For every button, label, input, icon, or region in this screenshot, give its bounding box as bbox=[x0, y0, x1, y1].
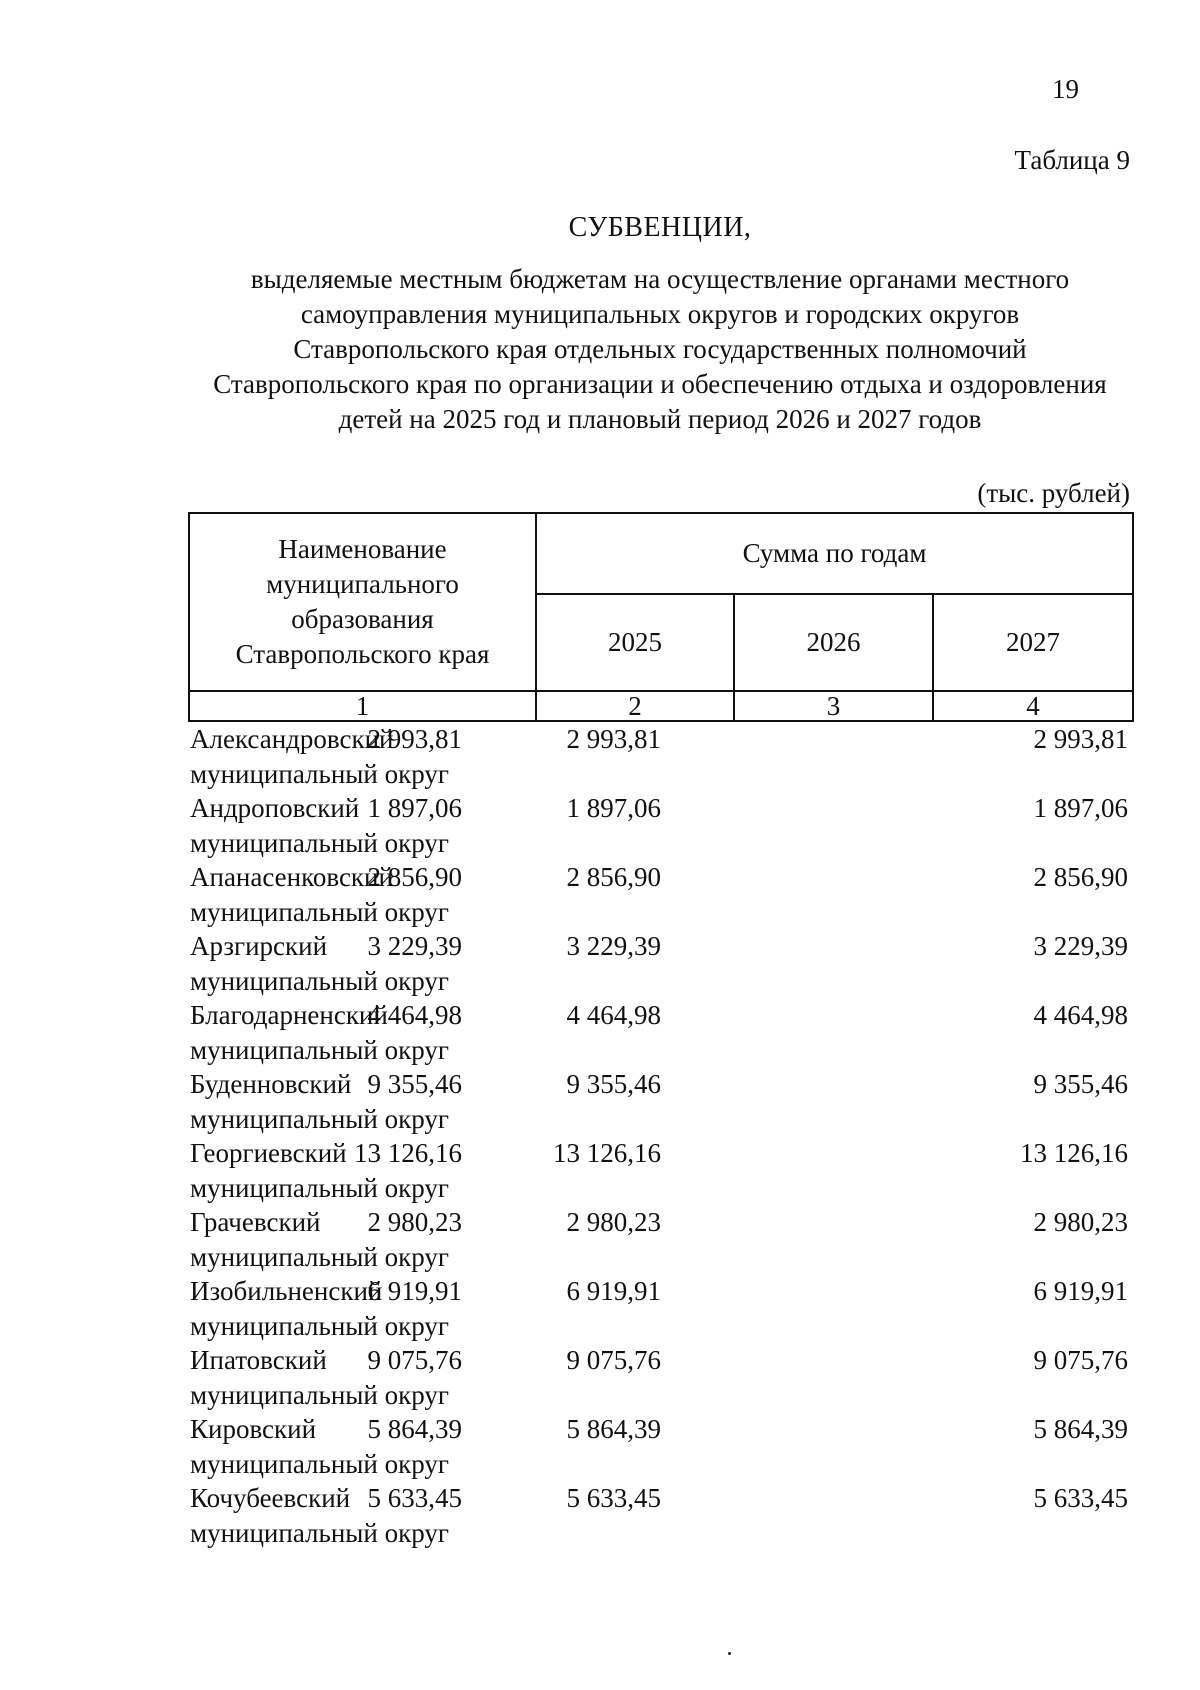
table-row bbox=[190, 1205, 1130, 1274]
municipality-name: Андроповский муниципальный округ bbox=[190, 793, 449, 858]
value-2026: 4 464,98 bbox=[566, 1000, 661, 1030]
table-body bbox=[190, 722, 1130, 1550]
header-name-line: муниципального bbox=[266, 569, 459, 599]
column-number: 1 bbox=[190, 692, 537, 720]
value-2027: 3 229,39 bbox=[1033, 931, 1128, 961]
table-row bbox=[190, 1412, 1130, 1481]
column-number: 2 bbox=[537, 692, 735, 720]
value-2025: 13 126,16 bbox=[354, 1138, 462, 1168]
value-2025: 9 355,46 bbox=[367, 1069, 462, 1099]
value-2027: 2 856,90 bbox=[1033, 862, 1128, 892]
subtitle-line: Ставропольского края по организации и обеспечению отдыха и оздоровления bbox=[213, 369, 1107, 399]
value-2026: 9 355,46 bbox=[566, 1069, 661, 1099]
header-name-cell bbox=[190, 514, 537, 692]
value-2027: 9 075,76 bbox=[1033, 1345, 1128, 1375]
value-2026: 3 229,39 bbox=[566, 931, 661, 961]
value-2026: 9 075,76 bbox=[566, 1345, 661, 1375]
table-row bbox=[190, 791, 1130, 860]
header-name-line: образования bbox=[291, 604, 434, 634]
table-row bbox=[190, 1274, 1130, 1343]
value-2027: 9 355,46 bbox=[1033, 1069, 1128, 1099]
column-number: 4 bbox=[1026, 690, 1040, 721]
table-row bbox=[190, 1481, 1130, 1550]
value-2027: 4 464,98 bbox=[1033, 1000, 1128, 1030]
table-label: Таблица 9 bbox=[1014, 145, 1130, 175]
value-2025: 9 075,76 bbox=[367, 1345, 462, 1375]
value-2026: 6 919,91 bbox=[566, 1276, 661, 1306]
municipality-name: Кировский муниципальный округ bbox=[190, 1414, 449, 1479]
value-2027: 2 980,23 bbox=[1033, 1207, 1128, 1237]
value-2025: 1 897,06 bbox=[367, 793, 462, 823]
value-2026: 2 980,23 bbox=[566, 1207, 661, 1237]
value-2026: 5 864,39 bbox=[566, 1414, 661, 1444]
municipality-name: Ипатовский муниципальный округ bbox=[190, 1345, 449, 1410]
municipality-name: Кочубеевский муниципальный округ bbox=[190, 1483, 449, 1548]
value-2027: 5 864,39 bbox=[1033, 1414, 1128, 1444]
value-2026: 2 856,90 bbox=[566, 862, 661, 892]
value-2025: 2 993,81 bbox=[367, 724, 462, 754]
value-2026: 13 126,16 bbox=[553, 1138, 661, 1168]
table-row bbox=[190, 929, 1130, 998]
table-row bbox=[190, 1067, 1130, 1136]
table-row bbox=[190, 1343, 1130, 1412]
subtitle-line: выделяемые местным бюджетам на осуществление органами местного bbox=[250, 264, 1070, 294]
page-number: 19 bbox=[1052, 74, 1079, 104]
table-row bbox=[190, 722, 1130, 791]
municipality-name: Грачевский муниципальный округ bbox=[190, 1207, 449, 1272]
value-2027: 2 993,81 bbox=[1033, 724, 1128, 754]
subtitle-line: Ставропольского края отдельных государственных полномочий bbox=[293, 334, 1027, 364]
header-sum-by-years: Сумма по годам bbox=[537, 514, 1132, 595]
municipality-name: Апанасенковский муниципальный округ bbox=[190, 862, 449, 927]
municipality-name: Арзгирский муниципальный округ bbox=[190, 931, 449, 996]
header-year-2026: 2026 bbox=[735, 595, 934, 692]
table-row bbox=[190, 998, 1130, 1067]
value-2026: 1 897,06 bbox=[566, 793, 661, 823]
value-2025: 6 919,91 bbox=[367, 1276, 462, 1306]
header-year-2025: 2025 bbox=[537, 595, 735, 692]
header-name-line: Ставропольского края bbox=[235, 639, 490, 669]
value-2027: 5 633,45 bbox=[1033, 1483, 1128, 1513]
table-row bbox=[190, 1136, 1130, 1205]
subtitle-line: детей на 2025 год и плановый период 2026 и 2027 годов bbox=[338, 404, 982, 434]
table-header bbox=[188, 512, 1134, 722]
value-2026: 5 633,45 bbox=[566, 1483, 661, 1513]
municipality-name: Изобильненский муниципальный округ bbox=[190, 1276, 449, 1341]
table-row bbox=[190, 860, 1130, 929]
municipality-name: Георгиевский муниципальный округ bbox=[190, 1138, 449, 1203]
value-2027: 1 897,06 bbox=[1033, 793, 1128, 823]
document-subtitle bbox=[180, 262, 1140, 437]
value-2025: 5 864,39 bbox=[367, 1414, 462, 1444]
municipality-name: Благодарненский муниципальный округ bbox=[190, 1000, 449, 1065]
municipality-name: Александровский муниципальный округ bbox=[190, 724, 449, 789]
value-2027: 6 919,91 bbox=[1033, 1276, 1128, 1306]
header-name-line: Наименование bbox=[278, 534, 447, 564]
value-2025: 4 464,98 bbox=[367, 1000, 462, 1030]
subtitle-line: самоуправления муниципальных округов и городских округов bbox=[300, 299, 1020, 329]
value-2026: 2 993,81 bbox=[566, 724, 661, 754]
value-2025: 3 229,39 bbox=[367, 931, 462, 961]
column-number: 3 bbox=[735, 692, 934, 720]
value-2025: 2 980,23 bbox=[367, 1207, 462, 1237]
document-title: СУБВЕНЦИИ, bbox=[568, 212, 752, 243]
scan-speck bbox=[728, 1652, 731, 1655]
units-label: (тыс. рублей) bbox=[977, 478, 1130, 508]
header-year-2027: 2027 bbox=[934, 595, 1132, 692]
value-2025: 5 633,45 bbox=[367, 1483, 462, 1513]
value-2025: 2 856,90 bbox=[367, 862, 462, 892]
municipality-name: Буденновский муниципальный округ bbox=[190, 1069, 449, 1134]
value-2027: 13 126,16 bbox=[1020, 1138, 1128, 1168]
